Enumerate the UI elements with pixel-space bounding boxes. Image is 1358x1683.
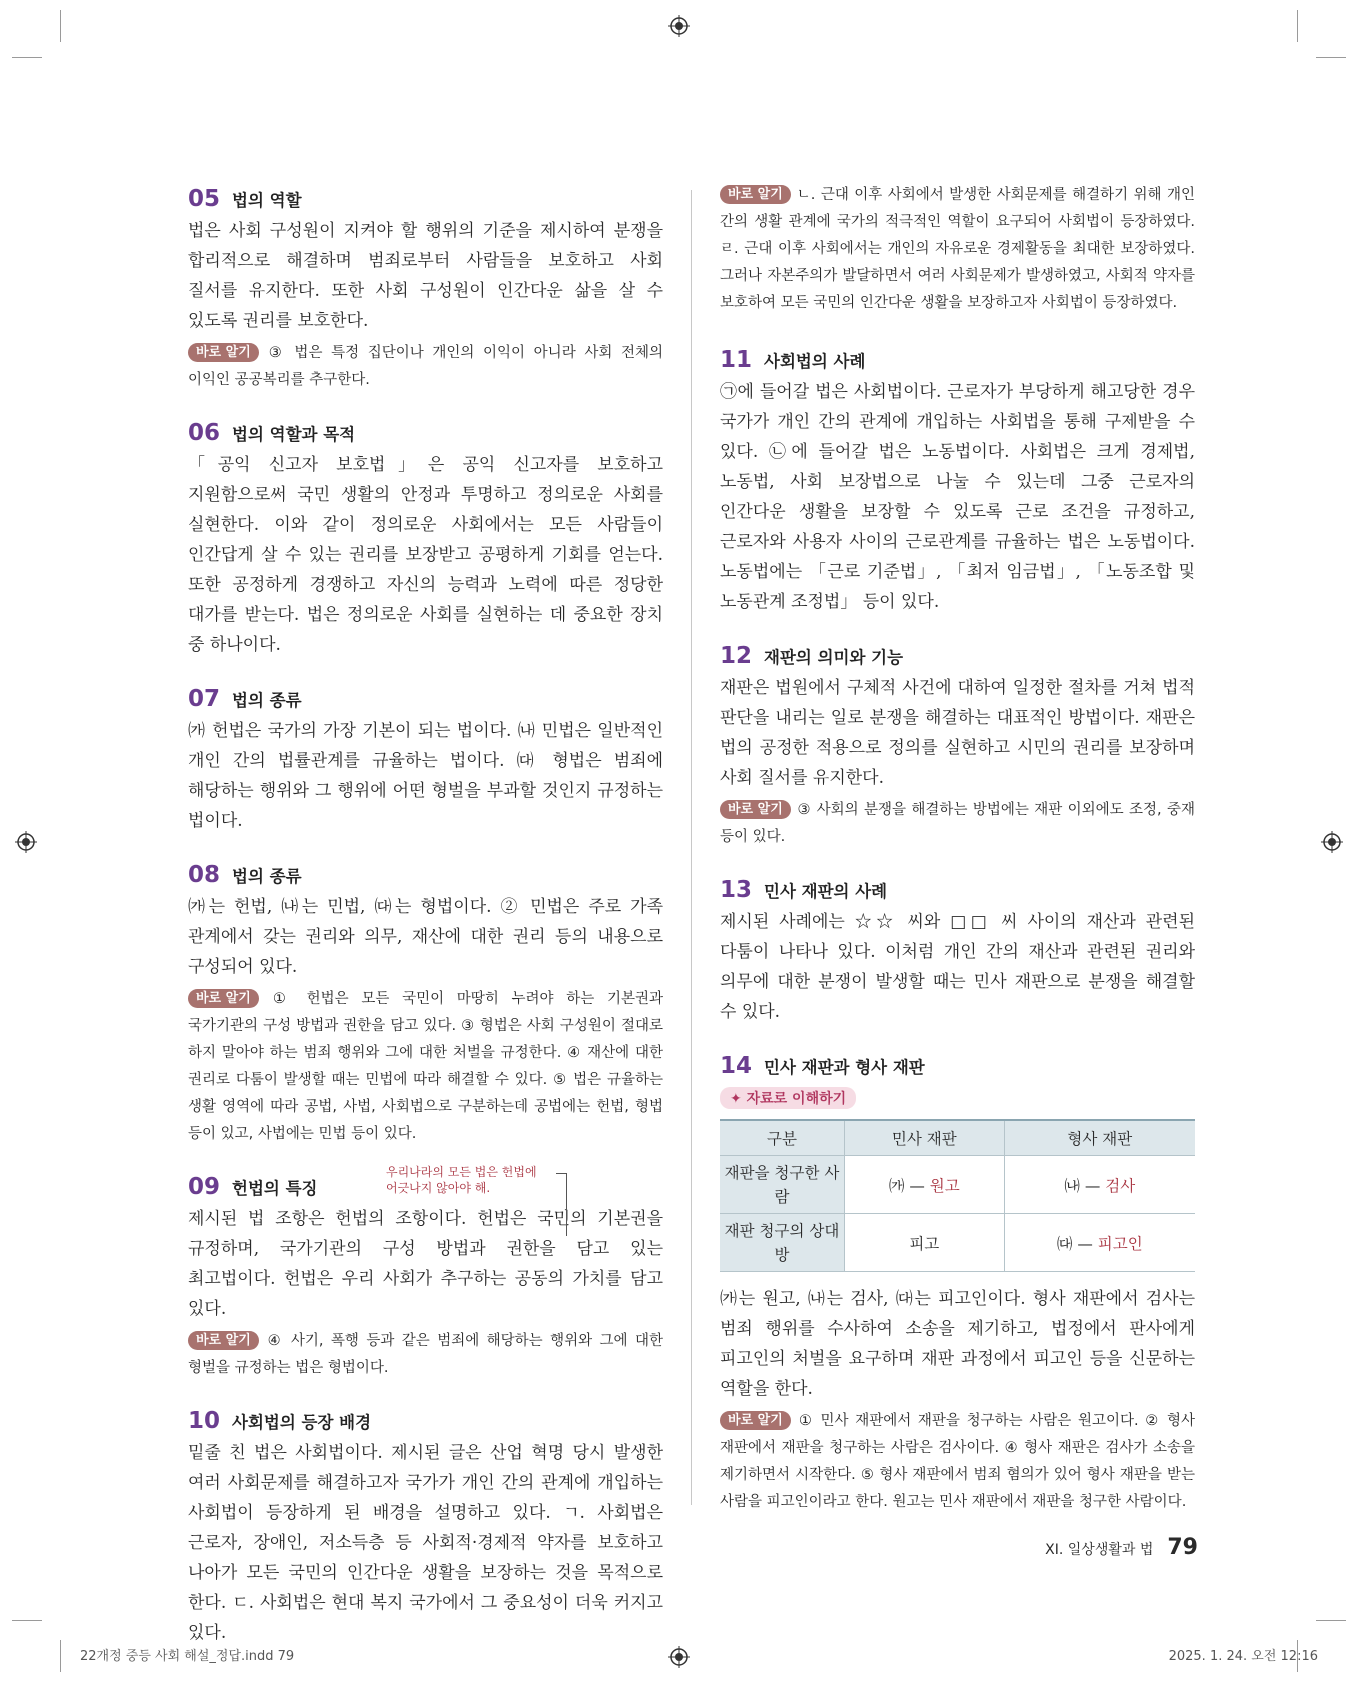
page-footer (1045, 1535, 1198, 1560)
baro-algi-note (188, 1328, 663, 1382)
baro-algi-note (188, 340, 663, 394)
baro-algi-note (720, 1408, 1195, 1516)
margin-note (386, 1164, 537, 1196)
print-slug-file: 22개정 중등 사회 해설_정답.indd 79 (80, 1649, 295, 1664)
baro-algi-text: ③ 사회의 분쟁을 해결하는 방법에는 재판 이외에도 조정, 중재 등이 있다. (720, 802, 1195, 845)
crop-mark (12, 57, 42, 58)
section-08 (188, 862, 663, 1148)
table-header-cell: 민사 재판 (845, 1120, 1005, 1156)
baro-algi-badge: 바로 알기 (188, 1331, 259, 1350)
section-body: 법은 사회 구성원이 지켜야 할 행위의 기준을 제시하여 분쟁을 합리적으로 해결하며 범죄로부터 사람들을 보호하고 사회 질서를 유지한다. 또한 사회 구성원이 인간다운 삶을 살 수 있도록 권리를 보호한다. (188, 221, 663, 331)
baro-algi-text: ④ 사기, 폭행 등과 같은 범죄에 해당하는 행위와 그에 대한 형벌을 규정하는 법은 형법이다. (188, 1333, 663, 1376)
margin-note-line: 우리나라의 모든 법은 헌법에 (386, 1165, 537, 1179)
cell-prefix: ㈎ — (888, 1176, 930, 1195)
section-number: 06 (188, 420, 221, 446)
section-title: 민사 재판과 형사 재판 (764, 1058, 925, 1077)
table-row-header: 재판을 청구한 사람 (720, 1156, 845, 1214)
trial-comparison-table (720, 1119, 1195, 1272)
table-cell (1004, 1156, 1195, 1214)
table-header-row (720, 1120, 1195, 1156)
section-06 (188, 420, 663, 660)
print-slug-datetime: 2025. 1. 24. 오전 12:16 (1168, 1649, 1318, 1664)
jaryo-badge: ✦ 자료로 이해하기 (720, 1087, 856, 1109)
section-title: 민사 재판의 사례 (764, 882, 888, 901)
column-divider (691, 190, 692, 1505)
table-header-cell: 구분 (720, 1120, 845, 1156)
section-number: 14 (720, 1053, 753, 1079)
crop-mark (60, 1640, 61, 1672)
crop-mark (1316, 1620, 1346, 1621)
registration-mark-icon (668, 1646, 690, 1668)
section-title: 사회법의 등장 배경 (232, 1413, 372, 1432)
section-title: 재판의 의미와 기능 (764, 648, 904, 667)
baro-algi-text: ㄴ. 근대 이후 사회에서 발생한 사회문제를 해결하기 위해 개인 간의 생활 관계에 국가의 적극적인 역할이 요구되어 사회법이 등장하였다. ㄹ. 근대 이후 사회에서는 개인의 자유로운 경제활동을 최대한 보장하였다. 그러나 자본주의가 발달하면서 여러 사회문제가 발생하였고, 사회적 약자를 보호하여 모든 국민의 인간다운 생활을 보장하고자 사회법이 등장하였다. (720, 187, 1195, 311)
registration-mark-icon (1321, 831, 1343, 853)
margin-note-pointer (556, 1173, 567, 1236)
section-number: 05 (188, 186, 221, 212)
section-number: 13 (720, 877, 753, 903)
table-cell (845, 1156, 1005, 1214)
baro-algi-text: ① 헌법은 모든 국민이 마땅히 누려야 하는 기본권과 국가기관의 구성 방법과 권한을 담고 있다. ③ 형법은 사회 구성원이 절대로 하지 말아야 하는 범죄 행위와 그에 대한 처벌을 규정한다. ④ 재산에 대한 권리로 다툼이 발생할 때는 민법에 따라 해결할 수 있다. ⑤ 법은 규율하는 생활 영역에 따라 공법, 사법, 사회법으로 구분하는데 공법에는 헌법, 형법 등이 있고, 사법에는 민법 등이 있다. (188, 991, 663, 1142)
cell-answer: 원고 (929, 1176, 960, 1195)
baro-algi-note (720, 182, 1195, 317)
right-column (720, 186, 1195, 1542)
table-row (720, 1156, 1195, 1214)
section-body: 「공익 신고자 보호법」은 공익 신고자를 보호하고 지원함으로써 국민 생활의 안정과 투명하고 정의로운 사회를 실현한다. 이와 같이 정의로운 사회에서는 모든 사람들이 인간답게 살 수 있는 권리를 보장받고 공평하게 기회를 얻는다. 또한 공정하게 경쟁하고 자신의 능력과 노력에 따른 정당한 대가를 받는다. 법은 정의로운 사회를 실현하는 데 중요한 장치 중 하나이다. (188, 455, 663, 655)
section-body: ㈎는 원고, ㈏는 검사, ㈐는 피고인이다. 형사 재판에서 검사는 범죄 행위를 수사하여 소송을 제기하고, 법정에서 판사에게 피고인의 처벌을 요구하며 재판 과정에서 피고인 등을 신문하는 역할을 한다. (720, 1289, 1195, 1399)
crop-mark (1316, 57, 1346, 58)
section-05 (188, 186, 663, 394)
page-number: 79 (1167, 1535, 1198, 1560)
section-body: 제시된 법 조항은 헌법의 조항이다. 헌법은 국민의 기본권을 규정하며, 국가기관의 구성 방법과 권한을 담고 있는 최고법이다. 헌법은 우리 사회가 추구하는 공동의 가치를 담고 있다. (188, 1209, 663, 1319)
left-column (188, 186, 663, 1674)
baro-algi-badge: 바로 알기 (720, 1411, 791, 1430)
table-cell: 피고 (845, 1214, 1005, 1272)
section-body: 밑줄 친 법은 사회법이다. 제시된 글은 산업 혁명 당시 발생한 여러 사회문제를 해결하고자 국가가 개인 간의 관계에 개입하는 사회법이 등장하게 된 배경을 설명하고 있다. ㄱ. 사회법은 근로자, 장애인, 저소득층 등 사회적·경제적 약자를 보호하고 나아가 모든 국민의 인간다운 생활을 보장하는 것을 목적으로 한다. ㄷ. 사회법은 현대 복지 국가에서 그 중요성이 더욱 커지고 있다. (188, 1443, 663, 1643)
section-14 (720, 1053, 1195, 1516)
registration-mark-icon (15, 831, 37, 853)
section-title: 법의 종류 (232, 691, 302, 710)
section-13 (720, 877, 1195, 1027)
registration-mark-icon (668, 15, 690, 37)
cell-answer: 피고인 (1097, 1234, 1143, 1253)
baro-algi-badge: 바로 알기 (720, 800, 791, 819)
section-body: 재판은 법원에서 구체적 사건에 대하여 일정한 절차를 거쳐 법적 판단을 내리는 일로 분쟁을 해결하는 대표적인 방법이다. 재판은 법의 공정한 적용으로 정의를 실현하고 시민의 권리를 보장하며 사회 질서를 유지한다. (720, 678, 1195, 788)
section-body: ㉠에 들어갈 법은 사회법이다. 근로자가 부당하게 해고당한 경우 국가가 개인 간의 관계에 개입하는 사회법을 통해 구제받을 수 있다. ㉡에 들어갈 법은 노동법이다. 사회법은 크게 경제법, 노동법, 사회 보장법으로 나눌 수 있는데 그중 근로자의 인간다운 생활을 보장할 수 있도록 근로 조건을 규정하고, 근로자와 사용자 사이의 근로관계를 규율하는 법은 노동법이다. 노동법에는 「근로 기준법」, 「최저 임금법」, 「노동조합 및 노동관계 조정법」 등이 있다. (720, 382, 1195, 612)
margin-note-line: 어긋나지 않아야 해. (386, 1181, 491, 1195)
cell-prefix: ㈐ — (1056, 1234, 1098, 1253)
cell-answer: 검사 (1105, 1176, 1136, 1195)
crop-mark (1297, 10, 1298, 42)
section-07 (188, 686, 663, 836)
section-number: 08 (188, 862, 221, 888)
baro-algi-badge: 바로 알기 (720, 185, 791, 204)
section-title: 헌법의 특징 (232, 1179, 318, 1198)
section-number: 11 (720, 347, 753, 373)
section-number: 10 (188, 1408, 221, 1434)
table-row-header: 재판 청구의 상대방 (720, 1214, 845, 1272)
table-header-cell: 형사 재판 (1004, 1120, 1195, 1156)
section-12 (720, 643, 1195, 851)
section-title: 법의 역할 (232, 191, 302, 210)
section-title: 법의 종류 (232, 867, 302, 886)
section-11 (720, 347, 1195, 617)
section-title: 사회법의 사례 (764, 352, 866, 371)
table-cell (1004, 1214, 1195, 1272)
crop-mark (60, 10, 61, 42)
baro-algi-text: ③ 법은 특정 집단이나 개인의 이익이 아니라 사회 전체의 이익인 공공복리를 추구한다. (188, 345, 663, 388)
section-10-continued (720, 182, 1195, 317)
table-row (720, 1214, 1195, 1272)
section-body: ㈎는 헌법, ㈏는 민법, ㈐는 형법이다. ② 민법은 주로 가족 관계에서 갖는 권리와 의무, 재산에 대한 권리 등의 내용으로 구성되어 있다. (188, 897, 663, 977)
section-body: 제시된 사례에는 ☆☆ 씨와 □□ 씨 사이의 재산과 관련된 다툼이 나타나 있다. 이처럼 개인 간의 재산과 관련된 권리와 의무에 대한 분쟁이 발생할 때는 민사 재판으로 분쟁을 해결할 수 있다. (720, 912, 1195, 1022)
section-title: 법의 역할과 목적 (232, 425, 356, 444)
section-10 (188, 1408, 663, 1648)
baro-algi-badge: 바로 알기 (188, 989, 259, 1008)
chapter-label: XI. 일상생활과 법 (1045, 1542, 1154, 1558)
baro-algi-text: ① 민사 재판에서 재판을 청구하는 사람은 원고이다. ② 형사 재판에서 재판을 청구하는 사람은 검사이다. ④ 형사 재판은 검사가 소송을 제기하면서 시작한다. ⑤ 형사 재판에서 범죄 혐의가 있어 형사 재판을 받는 사람을 피고인이라고 한다. 원고는 민사 재판에서 재판을 청구한 사람이다. (720, 1413, 1195, 1510)
section-number: 07 (188, 686, 221, 712)
section-number: 12 (720, 643, 753, 669)
crop-mark (12, 1620, 42, 1621)
section-body: ㈎ 헌법은 국가의 가장 기본이 되는 법이다. ㈏ 민법은 일반적인 개인 간의 법률관계를 규율하는 법이다. ㈐ 형법은 범죄에 해당하는 행위와 그 행위에 어떤 형벌을 부과할 것인지 규정하는 법이다. (188, 721, 663, 831)
cell-prefix: ㈏ — (1064, 1176, 1106, 1195)
baro-algi-note (720, 797, 1195, 851)
baro-algi-badge: 바로 알기 (188, 343, 259, 362)
baro-algi-note (188, 986, 663, 1148)
section-number: 09 (188, 1174, 221, 1200)
section-09 (188, 1165, 663, 1382)
